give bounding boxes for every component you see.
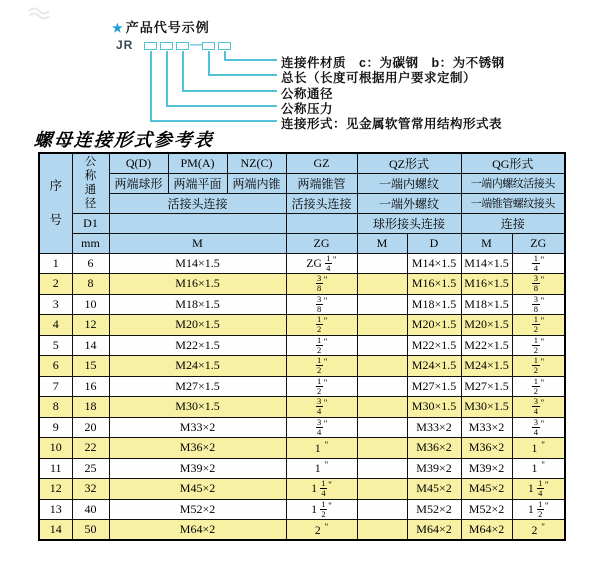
cell-qz-m xyxy=(357,458,407,479)
leader-line xyxy=(224,59,277,61)
cell-qg-m: M22×1.5 xyxy=(461,335,512,356)
cell-qg-m: M27×1.5 xyxy=(461,376,512,397)
cell-dn-mm: 40 xyxy=(72,499,109,520)
nut-connection-table xyxy=(38,152,566,541)
cell-qz-m xyxy=(357,438,407,459)
cell-dn-mm: 22 xyxy=(72,438,109,459)
inch-mark: " xyxy=(540,336,545,347)
leader-line xyxy=(166,105,277,107)
cell-qg-zg: 1 $\frac{1}{2}$ " xyxy=(512,499,565,520)
fraction: $\frac{1}{2}$ xyxy=(533,355,539,376)
cell-qz-m xyxy=(357,253,407,274)
code-box-4 xyxy=(202,42,215,50)
table-row xyxy=(39,376,565,397)
cell-qz-m xyxy=(357,274,407,295)
fraction: $\frac{1}{2}$ xyxy=(317,314,322,335)
inch-mark: " xyxy=(541,521,545,532)
cell-qg-zg: 1 " xyxy=(512,458,565,479)
cell-seq: 2 xyxy=(39,274,72,295)
header-blank-gz xyxy=(286,213,357,233)
cell-gz-size xyxy=(286,335,357,356)
cell-union-thread: M18×1.5 xyxy=(109,294,286,315)
table-row xyxy=(39,438,565,459)
cell-dn-mm: 10 xyxy=(72,294,109,315)
cell-qg-m: M20×1.5 xyxy=(461,315,512,336)
cell-seq: 8 xyxy=(39,397,72,418)
cell-qz-d: M33×2 xyxy=(407,417,461,438)
header-nominal-diameter: 公称通径 xyxy=(72,153,109,213)
cell-qg-m: M36×2 xyxy=(461,438,512,459)
inch-mark: " xyxy=(323,418,328,429)
cell-qz-m xyxy=(357,356,407,377)
inch-mark: " xyxy=(323,377,328,388)
code-dash: — xyxy=(190,37,202,51)
header-qz-desc2: 一端外螺纹 xyxy=(357,193,461,213)
cell-union-thread: M33×2 xyxy=(109,417,286,438)
cell-union-thread: M24×1.5 xyxy=(109,356,286,377)
cell-gz-size xyxy=(286,315,357,336)
cell-gz-size xyxy=(286,417,357,438)
header-qz-m: M xyxy=(357,233,407,253)
cell-qz-m xyxy=(357,499,407,520)
inch-mark: " xyxy=(541,460,545,471)
corner-watermark-icon xyxy=(28,6,60,20)
cell-qg-m: M64×2 xyxy=(461,520,512,541)
fraction: $\frac{3}{4}$ xyxy=(317,417,322,437)
cell-seq: 5 xyxy=(39,335,72,356)
cell-gz-size: 1 $\frac{1}{2}$ " xyxy=(286,499,357,520)
cell-dn-mm: 15 xyxy=(72,356,109,377)
fraction: $\frac{1}{2}$ xyxy=(533,376,539,396)
header-seq: 序号 xyxy=(39,153,72,253)
inch-mark: " xyxy=(540,295,545,306)
cell-qz-m xyxy=(357,397,407,418)
fraction: $\frac{3}{8}$ xyxy=(317,294,322,314)
cell-qg-zg: 1 $\frac{1}{4}$ " xyxy=(512,479,565,500)
fraction: $\frac{1}{2}$ xyxy=(321,499,326,519)
fraction: $\frac{1}{4}$ xyxy=(321,478,326,499)
cell-seq: 14 xyxy=(39,520,72,541)
leader-line xyxy=(150,120,277,122)
code-prefix: JR xyxy=(116,38,134,52)
cell-dn-mm: 25 xyxy=(72,458,109,479)
inch-mark: " xyxy=(324,460,329,471)
code-box-3 xyxy=(176,42,189,50)
inch-mark: " xyxy=(540,316,545,327)
cell-qg-m: M39×2 xyxy=(461,458,512,479)
cell-qz-m xyxy=(357,479,407,500)
cell-seq: 7 xyxy=(39,376,72,397)
fraction: $\frac{1}{4}$ xyxy=(538,478,543,499)
cell-union-thread: M27×1.5 xyxy=(109,376,286,397)
cell-seq: 6 xyxy=(39,356,72,377)
fraction: $\frac{1}{2}$ xyxy=(533,335,539,355)
inch-mark: " xyxy=(323,398,328,409)
inch-mark: " xyxy=(540,377,545,388)
table-body xyxy=(39,253,565,540)
header-qz-desc1: 一端内螺纹 xyxy=(357,173,461,193)
cell-qz-d: M45×2 xyxy=(407,479,461,500)
header-blank-union xyxy=(109,213,286,233)
cell-qz-m xyxy=(357,335,407,356)
header-q: Q(D) xyxy=(109,153,168,173)
code-box-5 xyxy=(218,42,231,50)
inch-mark: " xyxy=(323,275,328,286)
cell-union-thread: M36×2 xyxy=(109,438,286,459)
cell-qz-d: M18×1.5 xyxy=(407,294,461,315)
fraction: $\frac{1}{2}$ xyxy=(533,314,539,335)
header-union-join: 活接头连接 xyxy=(109,193,286,213)
header-qz-d: D xyxy=(407,233,461,253)
header-mm: mm xyxy=(72,233,109,253)
table-row xyxy=(39,315,565,336)
header-gz-unit: ZG xyxy=(286,233,357,253)
cell-qg-m: M52×2 xyxy=(461,499,512,520)
fraction: $\frac{1}{2}$ xyxy=(538,499,543,519)
cell-qg-m: M30×1.5 xyxy=(461,397,512,418)
fraction: $\frac{3}{4}$ xyxy=(317,396,322,417)
fraction: $\frac{3}{4}$ xyxy=(533,396,539,417)
table-row xyxy=(39,417,565,438)
leader-line xyxy=(208,74,277,76)
table-row xyxy=(39,499,565,520)
table-title: 螺母连接形式参考表 xyxy=(33,130,215,151)
cell-qg-zg xyxy=(512,376,565,397)
cell-qz-d: M20×1.5 xyxy=(407,315,461,336)
cell-qz-d: M14×1.5 xyxy=(407,253,461,274)
cell-qg-m: M16×1.5 xyxy=(461,274,512,295)
cell-union-thread: M14×1.5 xyxy=(109,253,286,274)
cell-qg-m: M14×1.5 xyxy=(461,253,512,274)
table-row xyxy=(39,274,565,295)
header-qg-m: M xyxy=(461,233,512,253)
cell-union-thread: M20×1.5 xyxy=(109,315,286,336)
cell-gz-size: 1 " xyxy=(286,438,357,459)
cell-dn-mm: 20 xyxy=(72,417,109,438)
inch-mark: " xyxy=(324,439,329,450)
header-qg-desc2: 一端锥管螺纹接头 xyxy=(461,193,565,213)
header-d1: D1 xyxy=(72,213,109,233)
cell-union-thread: M45×2 xyxy=(109,479,286,500)
cell-seq: 1 xyxy=(39,253,72,274)
cell-qg-zg xyxy=(512,274,565,295)
inch-mark: " xyxy=(540,275,545,286)
cell-gz-size xyxy=(286,376,357,397)
diagram-label-diameter: 公称通径 xyxy=(281,87,334,101)
diagram-heading-text: 产品代号示例 xyxy=(125,20,210,35)
cell-qz-d: M16×1.5 xyxy=(407,274,461,295)
cell-gz-size xyxy=(286,294,357,315)
table-row xyxy=(39,356,565,377)
table-header xyxy=(39,153,565,253)
code-box-1 xyxy=(144,42,157,50)
header-pm: PM(A) xyxy=(168,153,227,173)
diagram-label-material: 连接件材质 c：为碳钢 b：为不锈钢 xyxy=(281,56,505,70)
leader-line xyxy=(182,90,277,92)
cell-gz-size: 2 " xyxy=(286,520,357,541)
cell-seq: 10 xyxy=(39,438,72,459)
inch-mark: " xyxy=(332,254,337,265)
cell-qg-zg xyxy=(512,315,565,336)
cell-seq: 4 xyxy=(39,315,72,336)
cell-qz-m xyxy=(357,315,407,336)
cell-gz-size: ZG $\frac{1}{4}$ " xyxy=(286,253,357,274)
header-nz-desc: 两端内锥 xyxy=(227,173,286,193)
header-qg-join: 连接 xyxy=(461,213,565,233)
header-m-unit: M xyxy=(109,233,286,253)
fraction: $\frac{3}{8}$ xyxy=(533,273,539,294)
inch-mark: " xyxy=(544,500,549,511)
leader-line xyxy=(166,51,168,106)
cell-qg-zg: 2 " xyxy=(512,520,565,541)
cell-seq: 11 xyxy=(39,458,72,479)
header-qg: QG形式 xyxy=(461,153,565,173)
fraction: $\frac{1}{2}$ xyxy=(317,376,322,396)
header-gz-join: 活接头连接 xyxy=(286,193,357,213)
leader-line xyxy=(208,51,210,75)
cell-union-thread: M64×2 xyxy=(109,520,286,541)
table-row xyxy=(39,458,565,479)
fraction: $\frac{3}{4}$ xyxy=(533,417,539,437)
table-row xyxy=(39,335,565,356)
fraction: $\frac{1}{2}$ xyxy=(317,335,322,355)
cell-qz-d: M52×2 xyxy=(407,499,461,520)
cell-qz-d: M27×1.5 xyxy=(407,376,461,397)
cell-dn-mm: 6 xyxy=(72,253,109,274)
cell-qg-m: M45×2 xyxy=(461,479,512,500)
header-q-desc: 两端球形 xyxy=(109,173,168,193)
cell-seq: 3 xyxy=(39,294,72,315)
cell-dn-mm: 12 xyxy=(72,315,109,336)
header-pm-desc: 两端平面 xyxy=(168,173,227,193)
inch-mark: " xyxy=(328,500,332,511)
inch-mark: " xyxy=(323,357,328,368)
cell-qg-m: M24×1.5 xyxy=(461,356,512,377)
leader-line xyxy=(150,51,152,121)
cell-qg-zg xyxy=(512,417,565,438)
cell-qg-zg xyxy=(512,356,565,377)
diagram-label-connect: 连接形式：见金属软管常用结构形式表 xyxy=(281,117,503,131)
inch-mark: " xyxy=(323,336,328,347)
header-gz: GZ xyxy=(286,153,357,173)
cell-qz-d: M24×1.5 xyxy=(407,356,461,377)
code-box-2 xyxy=(160,42,173,50)
header-nz: NZ(C) xyxy=(227,153,286,173)
cell-union-thread: M16×1.5 xyxy=(109,274,286,295)
cell-qz-m xyxy=(357,294,407,315)
cell-qz-d: M36×2 xyxy=(407,438,461,459)
cell-qz-d: M64×2 xyxy=(407,520,461,541)
inch-mark: " xyxy=(541,439,545,450)
cell-gz-size: 1 " xyxy=(286,458,357,479)
cell-seq: 9 xyxy=(39,417,72,438)
cell-qz-m xyxy=(357,376,407,397)
header-qz: QZ形式 xyxy=(357,153,461,173)
inch-mark: " xyxy=(540,254,545,265)
diagram-heading xyxy=(112,17,210,36)
cell-union-thread: M30×1.5 xyxy=(109,397,286,418)
header-qg-zg: ZG xyxy=(512,233,565,253)
cell-dn-mm: 50 xyxy=(72,520,109,541)
cell-qg-zg xyxy=(512,397,565,418)
cell-gz-size xyxy=(286,356,357,377)
cell-dn-mm: 18 xyxy=(72,397,109,418)
inch-mark: " xyxy=(540,418,545,429)
table-row xyxy=(39,479,565,500)
cell-qg-m: M18×1.5 xyxy=(461,294,512,315)
cell-union-thread: M39×2 xyxy=(109,458,286,479)
inch-mark: " xyxy=(540,357,545,368)
cell-seq: 13 xyxy=(39,499,72,520)
cell-qz-d: M30×1.5 xyxy=(407,397,461,418)
fraction: $\frac{1}{4}$ xyxy=(326,253,331,273)
cell-qg-zg xyxy=(512,294,565,315)
cell-qg-zg: 1 " xyxy=(512,438,565,459)
inch-mark: " xyxy=(323,316,328,327)
cell-qz-m xyxy=(357,417,407,438)
inch-mark: " xyxy=(323,295,328,306)
header-gz-desc: 两端锥管 xyxy=(286,173,357,193)
fraction: $\frac{1}{4}$ xyxy=(533,253,539,273)
inch-mark: " xyxy=(540,398,545,409)
cell-qg-zg xyxy=(512,335,565,356)
fraction: $\frac{3}{8}$ xyxy=(317,273,322,294)
star-icon: ★ xyxy=(112,21,124,35)
header-qz-join: 球形接头连接 xyxy=(357,213,461,233)
header-qg-desc1: 一端内螺纹活接头 xyxy=(461,173,565,193)
cell-qz-m xyxy=(357,520,407,541)
cell-gz-size xyxy=(286,397,357,418)
fraction: $\frac{3}{8}$ xyxy=(533,294,539,314)
cell-qg-m: M33×2 xyxy=(461,417,512,438)
cell-union-thread: M52×2 xyxy=(109,499,286,520)
cell-gz-size xyxy=(286,274,357,295)
inch-mark: " xyxy=(328,480,332,491)
inch-mark: " xyxy=(324,521,329,532)
table-row xyxy=(39,253,565,274)
cell-dn-mm: 14 xyxy=(72,335,109,356)
cell-seq: 12 xyxy=(39,479,72,500)
cell-union-thread: M22×1.5 xyxy=(109,335,286,356)
inch-mark: " xyxy=(544,480,549,491)
cell-qz-d: M39×2 xyxy=(407,458,461,479)
fraction: $\frac{1}{2}$ xyxy=(317,355,322,376)
cell-qg-zg xyxy=(512,253,565,274)
leader-line xyxy=(182,51,184,91)
cell-gz-size: 1 $\frac{1}{4}$ " xyxy=(286,479,357,500)
diagram-label-length: 总长（长度可根据用户要求定制） xyxy=(281,71,477,85)
cell-dn-mm: 16 xyxy=(72,376,109,397)
diagram-label-pressure: 公称压力 xyxy=(281,102,334,116)
cell-qz-d: M22×1.5 xyxy=(407,335,461,356)
cell-dn-mm: 32 xyxy=(72,479,109,500)
table-row xyxy=(39,397,565,418)
cell-dn-mm: 8 xyxy=(72,274,109,295)
table-row xyxy=(39,294,565,315)
table-row xyxy=(39,520,565,541)
